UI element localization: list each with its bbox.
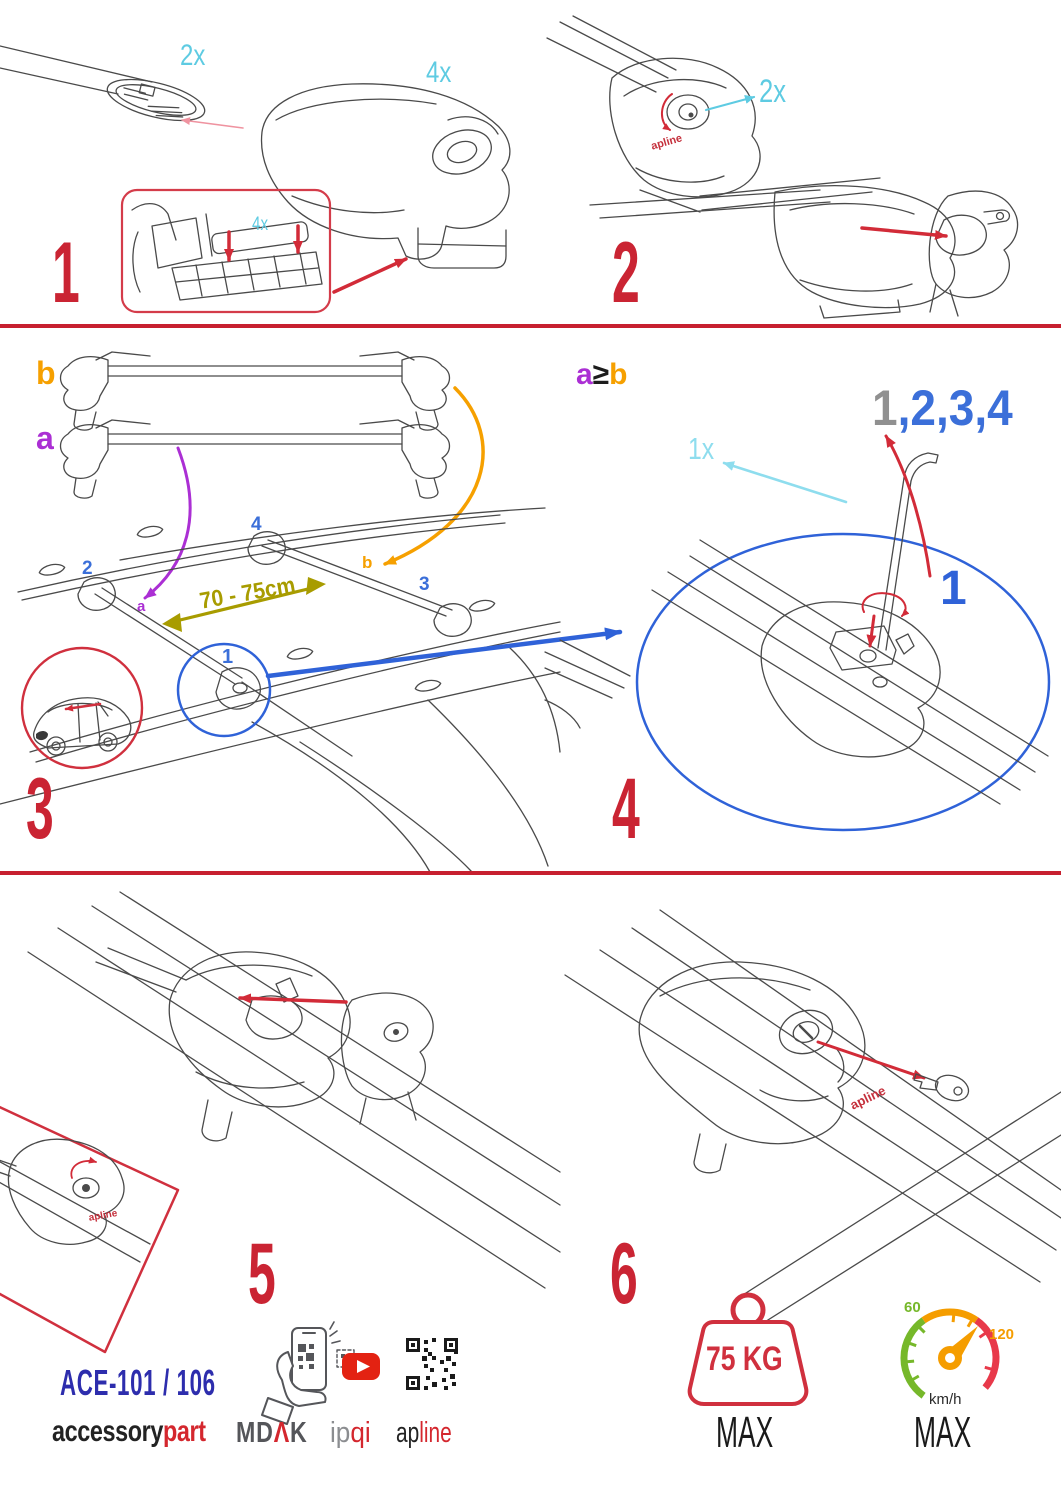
- cover-piece: [341, 993, 433, 1124]
- step3-illustration: [0, 352, 620, 872]
- step6-illustration: [565, 910, 1061, 1325]
- rule-a: a: [576, 358, 593, 391]
- gte-sign: ≥: [592, 358, 610, 391]
- tighten-arrow: [870, 616, 874, 646]
- foot-quantity: 4x: [426, 56, 452, 89]
- bar-b-label: b: [36, 355, 56, 391]
- mdak-lambda: Λ: [273, 1417, 290, 1449]
- speedometer-icon: [904, 1312, 996, 1396]
- turn-arrow: [71, 1161, 96, 1178]
- step1-number: 1: [52, 225, 79, 321]
- purple-curve-arrow: [145, 448, 190, 598]
- bar-a-label: a: [36, 420, 54, 456]
- mdak-md: MD: [236, 1417, 274, 1449]
- mdak-k: K: [289, 1417, 308, 1449]
- lock-quantity: 2x: [759, 73, 787, 109]
- crossbar-illustration: [0, 46, 209, 129]
- orange-curve-arrow: [385, 388, 483, 564]
- step4-number: 4: [612, 761, 639, 857]
- key-icon: [914, 1071, 972, 1105]
- rule-b: b: [609, 358, 628, 391]
- speed-unit-label: km/h: [929, 1391, 962, 1408]
- qr-code-icon: [406, 1338, 458, 1390]
- brand-accessory: accessory: [52, 1415, 163, 1448]
- lock-icon: [667, 95, 709, 129]
- max-weight-label: MAX: [716, 1408, 774, 1457]
- magnifier-link-arrow: [268, 632, 620, 676]
- sequence-label: [872, 380, 1013, 436]
- phone-scan-icon: [262, 1322, 354, 1424]
- apline-logo: [396, 1419, 452, 1448]
- step6-number: 6: [610, 1226, 637, 1322]
- mdak-logo: [236, 1419, 308, 1448]
- apline-line: line: [419, 1417, 452, 1449]
- position-2: 2: [82, 558, 93, 579]
- end-cap-illustration: [929, 191, 1017, 316]
- step5-number: 5: [248, 1226, 275, 1322]
- model-number: ACE-101 / 106: [60, 1362, 216, 1403]
- brand-logo-small: apline: [847, 1082, 888, 1113]
- apline-ap: ap: [396, 1417, 420, 1449]
- pad-quantity: 4x: [252, 214, 269, 235]
- insert-arrow: [182, 120, 243, 128]
- rule-a-gte-b: [576, 360, 627, 390]
- tool-quantity: 1x: [688, 431, 715, 466]
- brand-part: part: [162, 1415, 206, 1448]
- sequence-done: 1: [872, 380, 898, 436]
- assembled-bar: [61, 352, 450, 430]
- inset-to-foot-arrow: [334, 259, 406, 292]
- forward-arrow: [66, 704, 100, 709]
- brand-logo-small: apline: [87, 1207, 119, 1224]
- locked-inset: [0, 1070, 178, 1352]
- position-3: 3: [419, 574, 430, 595]
- position-1: 1: [222, 646, 234, 668]
- callout-1: 1: [940, 562, 967, 615]
- car-direction-inset: [22, 648, 142, 768]
- step3-number: 3: [26, 761, 53, 857]
- brand-logo-small: apline: [649, 132, 684, 153]
- distance-label: 70 - 75cm: [197, 571, 298, 614]
- bar-quantity: 2x: [180, 39, 206, 72]
- tool-qty-arrow: [724, 463, 846, 502]
- max-weight-value: 75 KG: [706, 1340, 783, 1378]
- section-divider: [0, 324, 1061, 328]
- position-a: a: [137, 598, 146, 615]
- ipqi-ip: ip: [330, 1417, 351, 1449]
- step5-illustration: [0, 892, 560, 1352]
- key-arrow: [818, 1042, 924, 1078]
- max-speed-label: MAX: [914, 1408, 972, 1457]
- speed-low-label: 60: [904, 1299, 921, 1316]
- speed-high-label: 120: [989, 1326, 1015, 1343]
- ipqi-logo: [330, 1419, 371, 1448]
- step2-number: 2: [612, 225, 639, 321]
- position-b: b: [362, 553, 373, 572]
- rubber-pad-inset: [122, 190, 330, 312]
- magnifier-ellipse: [637, 534, 1049, 830]
- position-4: 4: [251, 514, 262, 535]
- brand-logo: [52, 1417, 206, 1447]
- qty-arrow: [706, 97, 754, 110]
- slide-arrow: [862, 228, 946, 236]
- slide-arrow: [240, 998, 346, 1002]
- sequence-rest: ,2,3,4: [897, 380, 1013, 436]
- ipqi-qi: qi: [350, 1417, 371, 1449]
- section-divider: [0, 871, 1061, 875]
- youtube-icon: [342, 1353, 380, 1380]
